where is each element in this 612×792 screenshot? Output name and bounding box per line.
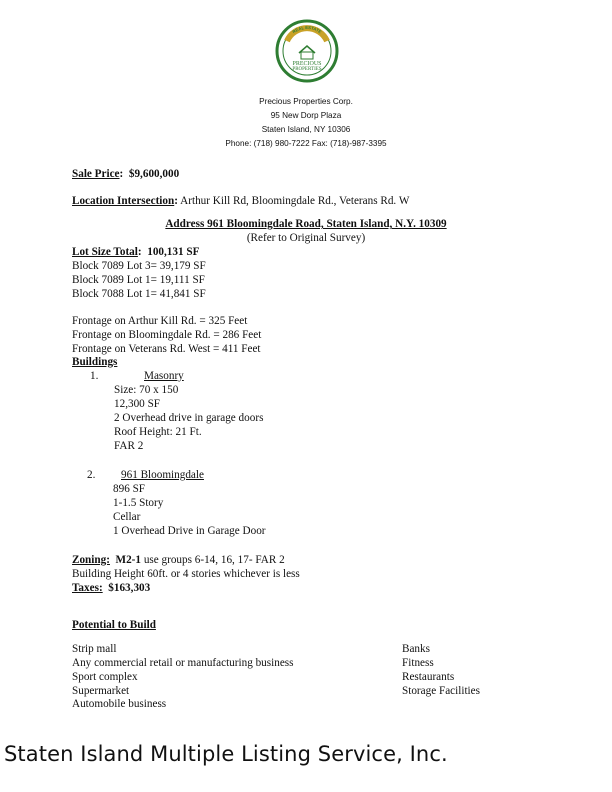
lot-block: Block 7089 Lot 1= 19,111 SF (72, 274, 205, 286)
building-1-number: 1. (90, 370, 99, 382)
potential-item: Supermarket (72, 685, 130, 697)
building-1-detail: 2 Overhead drive in garage doors (114, 412, 264, 424)
precious-properties-logo (275, 19, 339, 83)
building-2-detail: 1 Overhead Drive in Garage Door (113, 525, 266, 537)
potential-item: Fitness (402, 657, 434, 669)
frontage-line: Frontage on Bloomingdale Rd. = 286 Feet (72, 329, 262, 341)
zoning-height: Building Height 60ft. or 4 stories whichever is less (72, 568, 300, 580)
building-2-detail: Cellar (113, 511, 141, 523)
buildings-heading: Buildings (72, 356, 118, 368)
building-2-number: 2. (87, 469, 96, 481)
building-1-title: Masonry (144, 370, 184, 382)
company-address2: Staten Island, NY 10306 (261, 125, 351, 134)
location-row: Location Intersection: Arthur Kill Rd, Bloomingdale Rd., Veterans Rd. W (72, 195, 410, 207)
potential-item: Storage Facilities (402, 685, 480, 697)
building-1-detail: FAR 2 (114, 440, 144, 452)
potential-item: Any commercial retail or manufacturing business (72, 657, 294, 669)
lot-size-value: 100,131 SF (147, 246, 200, 258)
potential-item: Automobile business (72, 698, 167, 710)
frontage-line: Frontage on Arthur Kill Rd. = 325 Feet (72, 315, 248, 327)
zoning-text: use groups 6-14, 16, 17- FAR 2 (143, 554, 285, 566)
potential-item: Sport complex (72, 671, 138, 683)
address-title: Address 961 Bloomingdale Road, Staten Island, N.Y. 10309 (165, 218, 447, 230)
building-2-title: 961 Bloomingdale (121, 469, 204, 481)
potential-item: Strip mall (72, 643, 117, 655)
zoning-code: M2-1 (115, 554, 142, 566)
location-value: Arthur Kill Rd, Bloomingdale Rd., Veterans Rd. W (180, 195, 410, 207)
potential-heading: Potential to Build (72, 619, 156, 631)
sale-price-value: $9,600,000 (128, 168, 180, 180)
company-address1: 95 New Dorp Plaza (270, 111, 342, 120)
location-label: Location Intersection (72, 195, 175, 207)
sale-price-row: Sale Price: $9,600,000 (72, 168, 180, 180)
building-2-detail: 896 SF (113, 483, 146, 495)
logo-line2: PROPERTIES (292, 67, 322, 72)
lot-size-label: Lot Size Total (72, 246, 138, 258)
logo-arc-text: REAL ESTATE (291, 24, 323, 35)
taxes-label: Taxes: (72, 582, 103, 594)
potential-item: Banks (402, 643, 430, 655)
logo-line1: PRECIOUS (292, 61, 322, 67)
address-note: (Refer to Original Survey) (246, 232, 366, 244)
potential-item: Restaurants (402, 671, 455, 683)
building-1-detail: 12,300 SF (114, 398, 161, 410)
zoning-row (72, 553, 285, 567)
taxes-value: $163,303 (108, 582, 151, 594)
lot-size-row: Lot Size Total: 100,131 SF (72, 246, 200, 258)
zoning-label: Zoning: (72, 554, 110, 566)
company-phone: Phone: (718) 980-7222 Fax: (718)-987-3395 (225, 139, 387, 148)
building-2-detail: 1-1.5 Story (113, 497, 164, 509)
sale-price-label: Sale Price (72, 168, 120, 180)
frontage-line: Frontage on Veterans Rd. West = 411 Feet (72, 343, 261, 355)
lot-block: Block 7089 Lot 3= 39,179 SF (72, 260, 206, 272)
taxes-row (72, 581, 150, 595)
building-1-detail: Size: 70 x 150 (114, 384, 179, 396)
lot-block: Block 7088 Lot 1= 41,841 SF (72, 288, 206, 300)
footer-mls: Staten Island Multiple Listing Service, Inc. (4, 742, 448, 766)
building-1-detail: Roof Height: 21 Ft. (114, 426, 202, 438)
company-name: Precious Properties Corp. (259, 97, 353, 106)
